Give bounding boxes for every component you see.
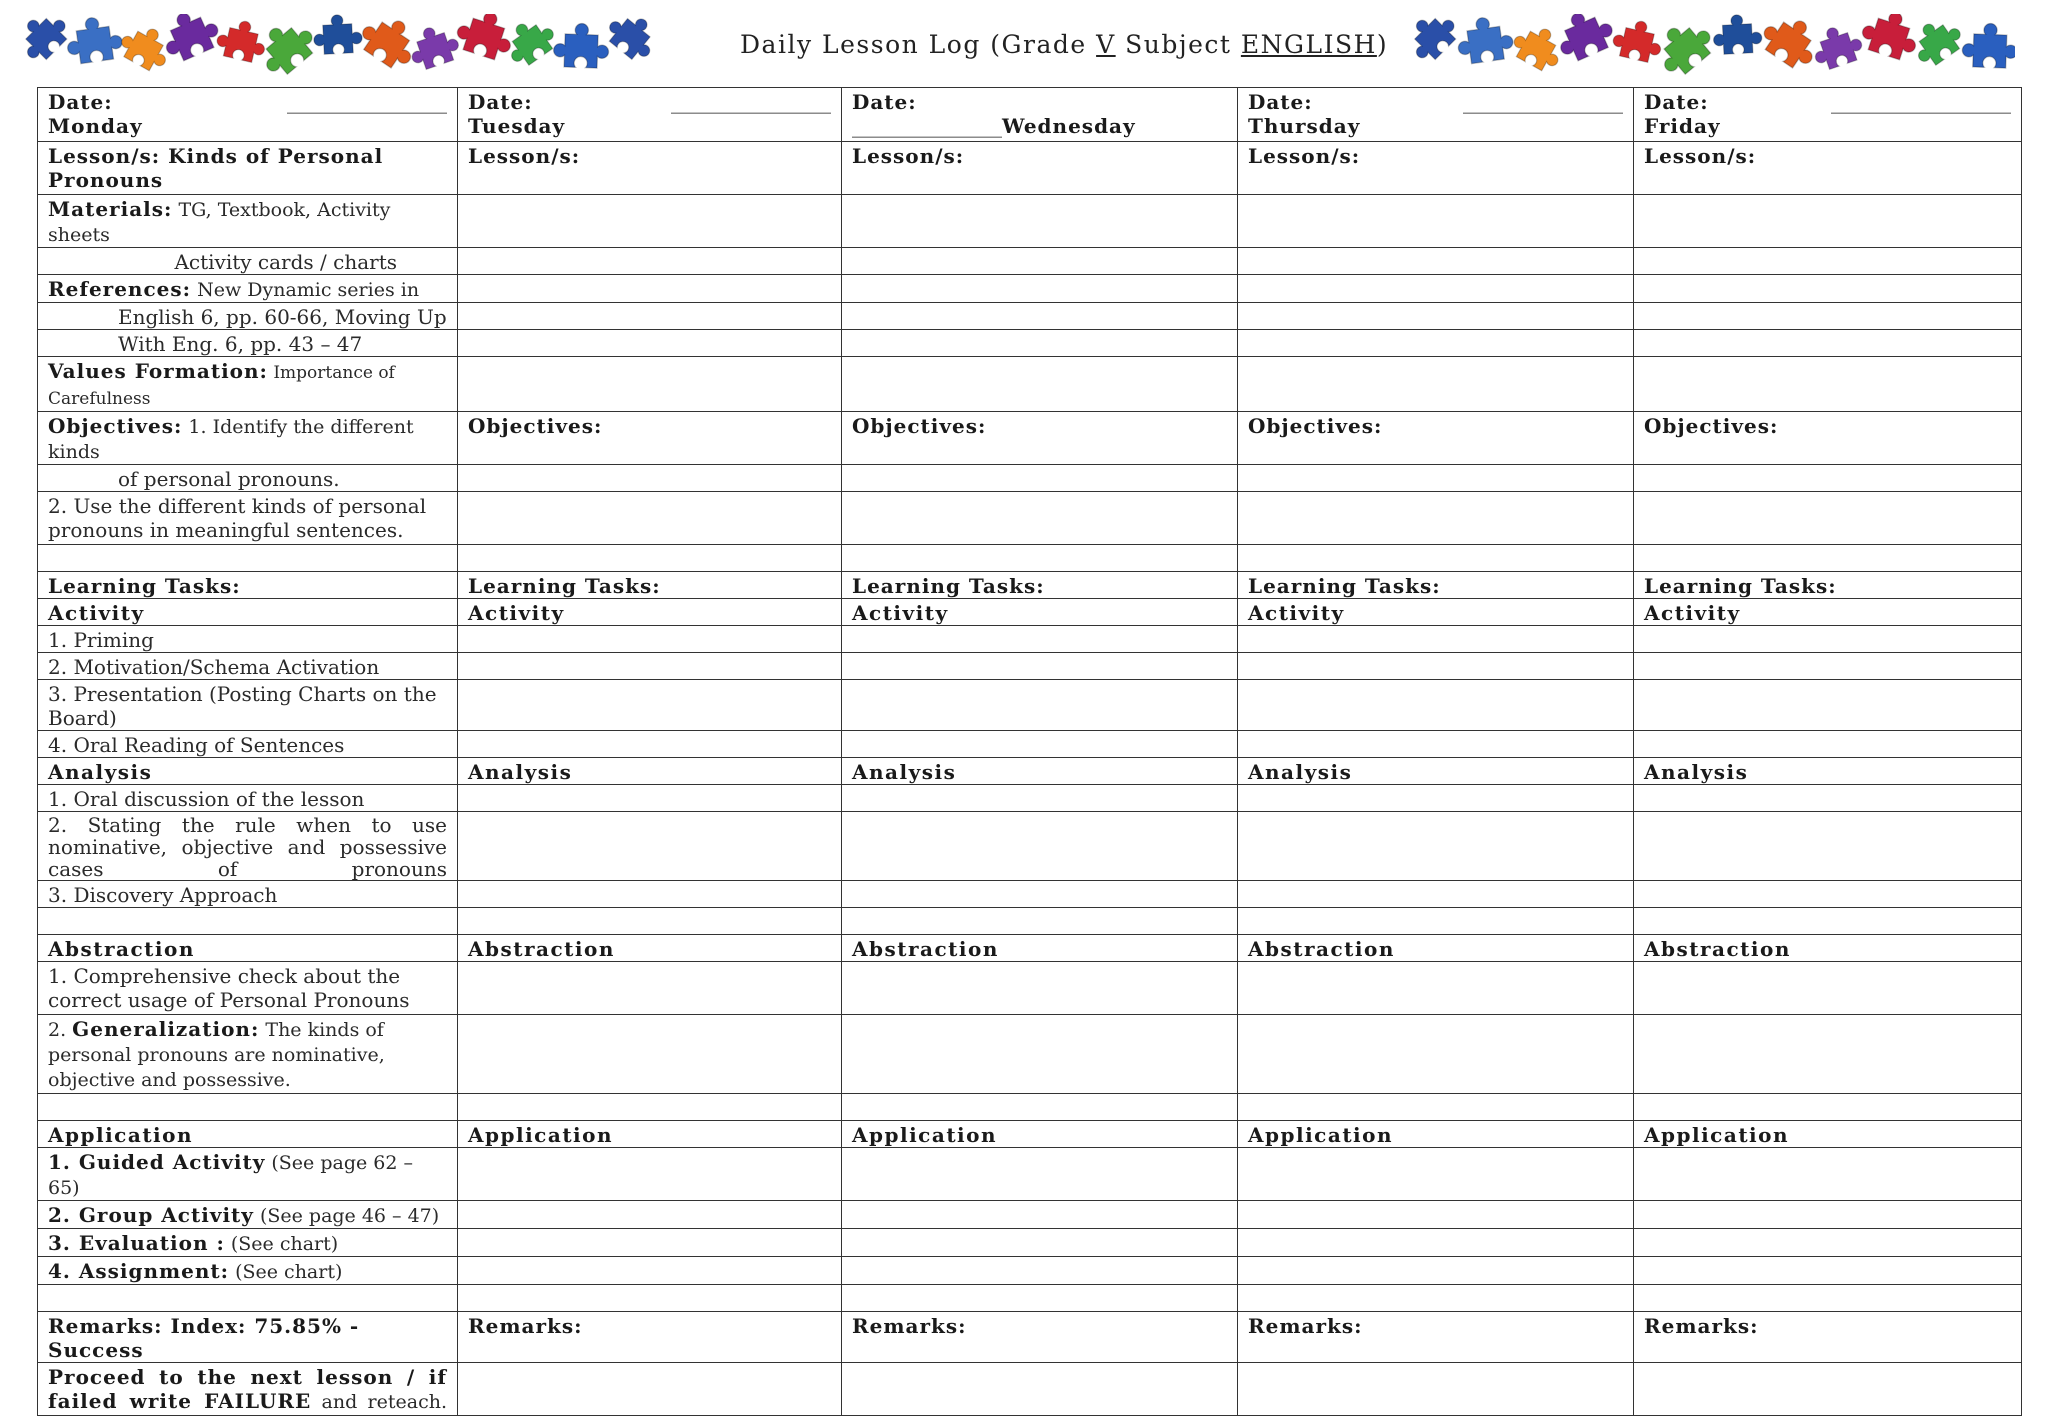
thursday-cell[interactable] — [1238, 303, 1634, 330]
monday-remarks[interactable]: Remarks: Index: 75.85% - Success — [38, 1312, 458, 1363]
document-header — [0, 0, 2048, 88]
activity-row-2 — [38, 653, 2022, 680]
tuesday-remarks[interactable]: Remarks: — [458, 1312, 842, 1363]
puzzle-piece-icon — [405, 20, 463, 72]
materials-row-2 — [38, 248, 2022, 275]
tuesday-cell[interactable] — [458, 812, 842, 881]
tuesday-application[interactable]: Application — [458, 1121, 842, 1148]
wednesday-cell[interactable] — [842, 1094, 1238, 1121]
analysis-header-row — [38, 758, 2022, 785]
remarks-row-2 — [38, 1363, 2022, 1416]
tuesday-objectives[interactable]: Objectives: — [458, 412, 842, 465]
friday-cell[interactable] — [1634, 545, 2022, 572]
thursday-cell[interactable] — [1238, 1285, 1634, 1312]
objectives-row — [38, 412, 2022, 465]
puzzle-piece-icon — [1962, 23, 2015, 69]
tuesday-cell[interactable] — [458, 731, 842, 758]
thursday-cell[interactable] — [1238, 248, 1634, 275]
puzzle-piece-icon — [214, 16, 270, 65]
thursday-abstraction[interactable]: Abstraction — [1238, 935, 1634, 962]
puzzle-piece-icon — [156, 14, 224, 65]
tuesday-cell[interactable] — [458, 545, 842, 572]
thursday-cell[interactable] — [1238, 812, 1634, 881]
thursday-learning-tasks[interactable]: Learning Tasks: — [1238, 572, 1634, 599]
friday-analysis[interactable]: Analysis — [1634, 758, 2022, 785]
friday-cell[interactable] — [1634, 1201, 2022, 1229]
values-row — [38, 357, 2022, 412]
tuesday-cell[interactable] — [458, 626, 842, 653]
friday-cell[interactable] — [1634, 1229, 2022, 1257]
thursday-cell[interactable] — [1238, 785, 1634, 812]
puzzle-piece-icon — [1455, 14, 1516, 65]
thursday-cell[interactable] — [1238, 1229, 1634, 1257]
wednesday-cell[interactable] — [842, 1229, 1238, 1257]
friday-application[interactable]: Application — [1634, 1121, 2022, 1148]
monday-activity-3[interactable]: 3. Presentation (Posting Charts on the Board) — [38, 680, 458, 731]
monday-application[interactable]: Application — [38, 1121, 458, 1148]
wednesday-learning-tasks[interactable]: Learning Tasks: — [842, 572, 1238, 599]
monday-application-1[interactable]: 1. Guided Activity (See page 62 – 65) — [38, 1148, 458, 1201]
tuesday-cell[interactable] — [458, 1363, 842, 1416]
tuesday-cell[interactable] — [458, 492, 842, 545]
wednesday-cell[interactable] — [842, 626, 1238, 653]
references-row — [38, 275, 2022, 303]
activity-header-row — [38, 599, 2022, 626]
day-thursday: Thursday — [1248, 114, 1361, 138]
monday-activity-4[interactable]: 4. Oral Reading of Sentences — [38, 731, 458, 758]
tuesday-cell[interactable] — [458, 908, 842, 935]
analysis-row-3 — [38, 881, 2022, 908]
application-row-4 — [38, 1257, 2022, 1285]
subject-value: ENGLISH — [1240, 30, 1377, 59]
thursday-cell[interactable] — [1238, 330, 1634, 357]
friday-cell[interactable] — [1634, 465, 2022, 492]
lesson-log-table — [37, 87, 2022, 1416]
references-row-2 — [38, 303, 2022, 330]
spacer-row — [38, 1285, 2022, 1312]
monday-application-4[interactable]: 4. Assignment: (See chart) — [38, 1257, 458, 1285]
monday-remarks-2[interactable]: Proceed to the next lesson / if failed write FAILURE and reteach. — [38, 1363, 458, 1416]
monday-references-2[interactable]: English 6, pp. 60-66, Moving Up — [38, 303, 458, 330]
abstraction-row-2 — [38, 1015, 2022, 1094]
wednesday-remarks[interactable]: Remarks: — [842, 1312, 1238, 1363]
puzzle-piece-icon — [355, 14, 425, 74]
monday-lesson[interactable]: Lesson/s: Kinds of Personal Pronouns — [38, 142, 458, 195]
puzzle-piece-icon — [1756, 14, 1826, 74]
monday-values[interactable]: Values Formation: Importance of Carefulness — [38, 357, 458, 412]
wednesday-cell[interactable] — [842, 1015, 1238, 1094]
tuesday-cell[interactable] — [458, 1229, 842, 1257]
thursday-cell[interactable] — [1238, 1363, 1634, 1416]
thursday-cell[interactable] — [1238, 962, 1634, 1015]
thursday-cell[interactable] — [1238, 1148, 1634, 1201]
monday-abstraction-2[interactable]: 2. Generalization: The kinds of personal pronouns are nominative, objective and possessive. — [38, 1015, 458, 1094]
analysis-row-2 — [38, 812, 2022, 881]
wednesday-abstraction[interactable]: Abstraction — [842, 935, 1238, 962]
puzzle-piece-icon — [64, 14, 125, 65]
tuesday-cell[interactable] — [458, 303, 842, 330]
friday-cell[interactable] — [1634, 626, 2022, 653]
tuesday-analysis[interactable]: Analysis — [458, 758, 842, 785]
tuesday-cell[interactable] — [458, 962, 842, 1015]
tuesday-cell[interactable] — [458, 357, 842, 412]
monday-objectives-2[interactable]: of personal pronouns. — [38, 465, 458, 492]
thursday-cell[interactable] — [1238, 1094, 1634, 1121]
grade-value: V — [1096, 30, 1116, 59]
wednesday-cell[interactable] — [842, 1363, 1238, 1416]
wednesday-date-cell[interactable]: Date: _______________Wednesday — [842, 88, 1238, 142]
materials-row — [38, 195, 2022, 248]
friday-cell[interactable] — [1634, 1363, 2022, 1416]
puzzle-piece-icon — [313, 14, 363, 55]
puzzle-piece-icon — [22, 14, 74, 66]
monday-analysis-3[interactable]: 3. Discovery Approach — [38, 881, 458, 908]
friday-cell[interactable] — [1634, 812, 2022, 881]
tuesday-cell[interactable] — [458, 1201, 842, 1229]
wednesday-cell[interactable] — [842, 1257, 1238, 1285]
tuesday-lesson[interactable]: Lesson/s: — [458, 142, 842, 195]
thursday-analysis[interactable]: Analysis — [1238, 758, 1634, 785]
puzzle-piece-icon — [602, 14, 654, 65]
monday-references[interactable]: References: New Dynamic series in — [38, 275, 458, 303]
thursday-materials[interactable] — [1238, 195, 1634, 248]
puzzle-border-right — [1410, 14, 2048, 76]
wednesday-cell[interactable] — [842, 303, 1238, 330]
thursday-cell[interactable] — [1238, 908, 1634, 935]
wednesday-cell[interactable] — [842, 785, 1238, 812]
thursday-cell[interactable] — [1238, 492, 1634, 545]
application-row-1 — [38, 1148, 2022, 1201]
friday-cell[interactable] — [1634, 881, 2022, 908]
monday-activity[interactable]: Activity — [38, 599, 458, 626]
puzzle-piece-icon — [1508, 18, 1569, 75]
monday-abstraction[interactable]: Abstraction — [38, 935, 458, 962]
friday-learning-tasks[interactable]: Learning Tasks: — [1634, 572, 2022, 599]
friday-cell[interactable] — [1634, 248, 2022, 275]
wednesday-analysis[interactable]: Analysis — [842, 758, 1238, 785]
monday-cell[interactable] — [38, 908, 458, 935]
wednesday-activity[interactable]: Activity — [842, 599, 1238, 626]
friday-remarks[interactable]: Remarks: — [1634, 1312, 2022, 1363]
wednesday-cell[interactable] — [842, 275, 1238, 303]
monday-analysis-1[interactable]: 1. Oral discussion of the lesson — [38, 785, 458, 812]
remarks-row — [38, 1312, 2022, 1363]
friday-cell[interactable] — [1634, 275, 2022, 303]
friday-date-cell[interactable]: Date: __________________ Friday — [1634, 88, 2022, 142]
tuesday-cell[interactable] — [458, 785, 842, 812]
wednesday-cell[interactable] — [842, 330, 1238, 357]
wednesday-materials[interactable] — [842, 195, 1238, 248]
tuesday-cell[interactable] — [458, 248, 842, 275]
monday-cell[interactable] — [38, 1094, 458, 1121]
abstraction-row-1 — [38, 962, 2022, 1015]
thursday-cell[interactable] — [1238, 275, 1634, 303]
thursday-activity[interactable]: Activity — [1238, 599, 1634, 626]
puzzle-piece-icon — [1550, 14, 1618, 65]
thursday-cell[interactable] — [1238, 881, 1634, 908]
puzzle-piece-icon — [453, 14, 519, 63]
activity-row-3 — [38, 680, 2022, 731]
wednesday-cell[interactable] — [842, 1201, 1238, 1229]
thursday-cell[interactable] — [1238, 545, 1634, 572]
tuesday-cell[interactable] — [458, 1015, 842, 1094]
application-header-row — [38, 1121, 2022, 1148]
objectives-row-2 — [38, 465, 2022, 492]
thursday-cell[interactable] — [1238, 731, 1634, 758]
tuesday-materials[interactable] — [458, 195, 842, 248]
friday-abstraction[interactable]: Abstraction — [1634, 935, 2022, 962]
thursday-cell[interactable] — [1238, 1201, 1634, 1229]
wednesday-cell[interactable] — [842, 731, 1238, 758]
activity-row-4 — [38, 731, 2022, 758]
references-row-3 — [38, 330, 2022, 357]
wednesday-cell[interactable] — [842, 492, 1238, 545]
wednesday-lesson[interactable]: Lesson/s: — [842, 142, 1238, 195]
wednesday-application[interactable]: Application — [842, 1121, 1238, 1148]
tuesday-abstraction[interactable]: Abstraction — [458, 935, 842, 962]
application-row-3 — [38, 1229, 2022, 1257]
tuesday-cell[interactable] — [458, 1148, 842, 1201]
friday-cell[interactable] — [1634, 330, 2022, 357]
wednesday-cell[interactable] — [842, 357, 1238, 412]
monday-cell[interactable] — [38, 545, 458, 572]
friday-cell[interactable] — [1634, 653, 2022, 680]
thursday-cell[interactable] — [1238, 653, 1634, 680]
monday-application-3[interactable]: 3. Evaluation : (See chart) — [38, 1229, 458, 1257]
tuesday-activity[interactable]: Activity — [458, 599, 842, 626]
friday-cell[interactable] — [1634, 1257, 2022, 1285]
monday-materials-2[interactable]: Activity cards / charts — [38, 248, 458, 275]
wednesday-cell[interactable] — [842, 248, 1238, 275]
friday-lesson[interactable]: Lesson/s: — [1634, 142, 2022, 195]
friday-cell[interactable] — [1634, 492, 2022, 545]
thursday-cell[interactable] — [1238, 680, 1634, 731]
friday-materials[interactable] — [1634, 195, 2022, 248]
tuesday-learning-tasks[interactable]: Learning Tasks: — [458, 572, 842, 599]
wednesday-cell[interactable] — [842, 1148, 1238, 1201]
friday-cell[interactable] — [1634, 1094, 2022, 1121]
thursday-date-cell[interactable]: Date: ________________ Thursday — [1238, 88, 1634, 142]
monday-cell[interactable] — [38, 1285, 458, 1312]
application-row-2 — [38, 1201, 2022, 1229]
puzzle-border-left — [22, 14, 654, 76]
monday-objectives-3[interactable]: 2. Use the different kinds of personal pronouns in meaningful sentences. — [38, 492, 458, 545]
thursday-cell[interactable] — [1238, 465, 1634, 492]
thursday-cell[interactable] — [1238, 1257, 1634, 1285]
friday-cell[interactable] — [1634, 680, 2022, 731]
lessons-row — [38, 142, 2022, 195]
puzzle-piece-icon — [1808, 20, 1866, 72]
thursday-cell[interactable] — [1238, 626, 1634, 653]
monday-references-3[interactable]: With Eng. 6, pp. 43 – 47 — [38, 330, 458, 357]
tuesday-cell[interactable] — [458, 881, 842, 908]
monday-analysis-2[interactable]: 2. Stating the rule when to use nominative, objective and possessive cases of pronouns — [38, 812, 458, 881]
wednesday-cell[interactable] — [842, 1285, 1238, 1312]
date-row — [38, 88, 2022, 142]
spacer-row — [38, 1094, 2022, 1121]
thursday-application[interactable]: Application — [1238, 1121, 1634, 1148]
puzzle-piece-icon — [1858, 14, 1924, 63]
thursday-cell[interactable] — [1238, 1015, 1634, 1094]
friday-cell[interactable] — [1634, 731, 2022, 758]
day-tuesday: Tuesday — [468, 114, 566, 138]
thursday-remarks[interactable]: Remarks: — [1238, 1312, 1634, 1363]
activity-row-1 — [38, 626, 2022, 653]
thursday-lesson[interactable]: Lesson/s: — [1238, 142, 1634, 195]
tuesday-cell[interactable] — [458, 1094, 842, 1121]
friday-cell[interactable] — [1634, 1015, 2022, 1094]
friday-activity[interactable]: Activity — [1634, 599, 2022, 626]
spacer-row — [38, 908, 2022, 935]
monday-analysis[interactable]: Analysis — [38, 758, 458, 785]
tuesday-date-cell[interactable]: Date: ________________ Tuesday — [458, 88, 842, 142]
tuesday-cell[interactable] — [458, 653, 842, 680]
monday-application-2[interactable]: 2. Group Activity (See page 46 – 47) — [38, 1201, 458, 1229]
puzzle-piece-icon — [553, 23, 609, 69]
tuesday-cell[interactable] — [458, 275, 842, 303]
tuesday-cell[interactable] — [458, 465, 842, 492]
tuesday-cell[interactable] — [458, 1257, 842, 1285]
wednesday-cell[interactable] — [842, 545, 1238, 572]
wednesday-cell[interactable] — [842, 908, 1238, 935]
friday-cell[interactable] — [1634, 1148, 2022, 1201]
monday-activity-2[interactable]: 2. Motivation/Schema Activation — [38, 653, 458, 680]
abstraction-header-row — [38, 935, 2022, 962]
friday-cell[interactable] — [1634, 962, 2022, 1015]
objectives-row-3 — [38, 492, 2022, 545]
wednesday-cell[interactable] — [842, 680, 1238, 731]
friday-objectives[interactable]: Objectives: — [1634, 412, 2022, 465]
monday-activity-1[interactable]: 1. Priming — [38, 626, 458, 653]
thursday-objectives[interactable]: Objectives: — [1238, 412, 1634, 465]
tuesday-cell[interactable] — [458, 1285, 842, 1312]
friday-cell[interactable] — [1634, 303, 2022, 330]
monday-objectives[interactable]: Objectives: 1. Identify the different kinds — [38, 412, 458, 465]
thursday-cell[interactable] — [1238, 357, 1634, 412]
puzzle-piece-icon — [1712, 14, 1762, 55]
puzzle-piece-icon — [1610, 16, 1666, 65]
day-monday: Monday — [48, 114, 143, 138]
tuesday-cell[interactable] — [458, 330, 842, 357]
document-title: Daily Lesson Log (Grade V Subject ENGLISH) — [740, 30, 1389, 59]
spacer-row — [38, 545, 2022, 572]
day-wednesday: Wednesday — [1002, 114, 1136, 138]
monday-learning-tasks[interactable]: Learning Tasks: — [38, 572, 458, 599]
learning-tasks-row — [38, 572, 2022, 599]
monday-abstraction-1[interactable]: 1. Comprehensive check about the correct usage of Personal Pronouns — [38, 962, 458, 1015]
wednesday-cell[interactable] — [842, 812, 1238, 881]
wednesday-cell[interactable] — [842, 653, 1238, 680]
friday-cell[interactable] — [1634, 357, 2022, 412]
wednesday-objectives[interactable]: Objectives: — [842, 412, 1238, 465]
analysis-row-1 — [38, 785, 2022, 812]
wednesday-cell[interactable] — [842, 465, 1238, 492]
friday-cell[interactable] — [1634, 908, 2022, 935]
puzzle-piece-icon — [1410, 14, 1463, 66]
friday-cell[interactable] — [1634, 1285, 2022, 1312]
wednesday-cell[interactable] — [842, 962, 1238, 1015]
day-friday: Friday — [1644, 114, 1721, 138]
monday-materials[interactable]: Materials: TG, Textbook, Activity sheets — [38, 195, 458, 248]
tuesday-cell[interactable] — [458, 680, 842, 731]
wednesday-cell[interactable] — [842, 881, 1238, 908]
monday-date-cell[interactable]: Date: ________________ Monday — [38, 88, 458, 142]
friday-cell[interactable] — [1634, 785, 2022, 812]
